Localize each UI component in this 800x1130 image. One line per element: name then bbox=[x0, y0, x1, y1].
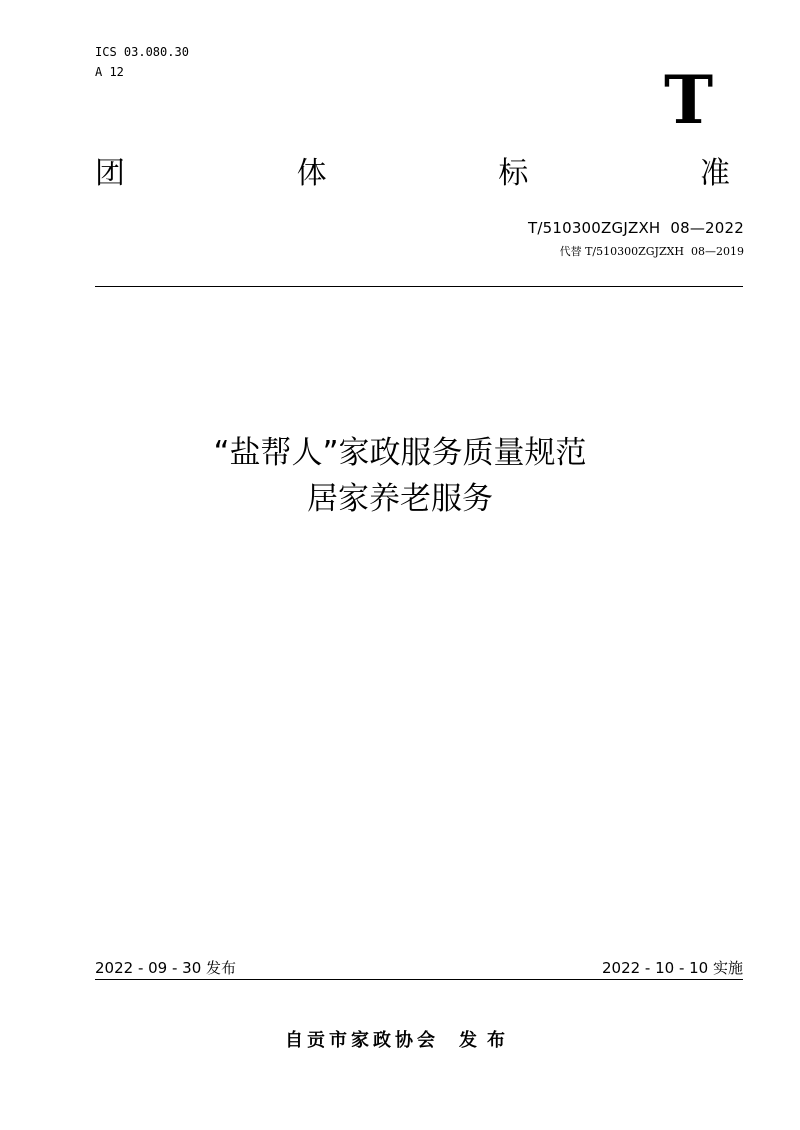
category-char-3: 标 bbox=[498, 156, 529, 191]
ics-code: ICS 03.080.30 bbox=[95, 45, 189, 59]
title-line-1: “盐帮人”家政服务质量规范 bbox=[213, 435, 587, 471]
standard-category-heading bbox=[95, 152, 730, 196]
publish-action: 发布 bbox=[459, 1030, 515, 1051]
title-line-2: 居家养老服务 bbox=[307, 481, 493, 517]
publisher-organization: 自贡市家政协会 bbox=[285, 1030, 439, 1051]
category-char-4: 准 bbox=[699, 156, 730, 191]
publisher-line bbox=[0, 1028, 800, 1054]
classification-codes bbox=[95, 42, 189, 82]
document-title bbox=[0, 430, 800, 522]
header-divider bbox=[95, 286, 743, 287]
standard-type-letter: T bbox=[664, 61, 714, 139]
category-char-1: 团 bbox=[95, 156, 125, 191]
date-bar bbox=[95, 957, 743, 980]
issue-date: 2022 - 09 - 30 发布 bbox=[95, 959, 237, 977]
standard-number: T/510300ZGJZXH 08—2022 bbox=[527, 219, 744, 237]
category-char-2: 体 bbox=[296, 156, 327, 191]
replaces-standard: 代替 T/510300ZGJZXH 08—2019 bbox=[559, 245, 744, 258]
implementation-date: 2022 - 10 - 10 实施 bbox=[601, 959, 743, 977]
ccs-code: A 12 bbox=[95, 65, 124, 79]
